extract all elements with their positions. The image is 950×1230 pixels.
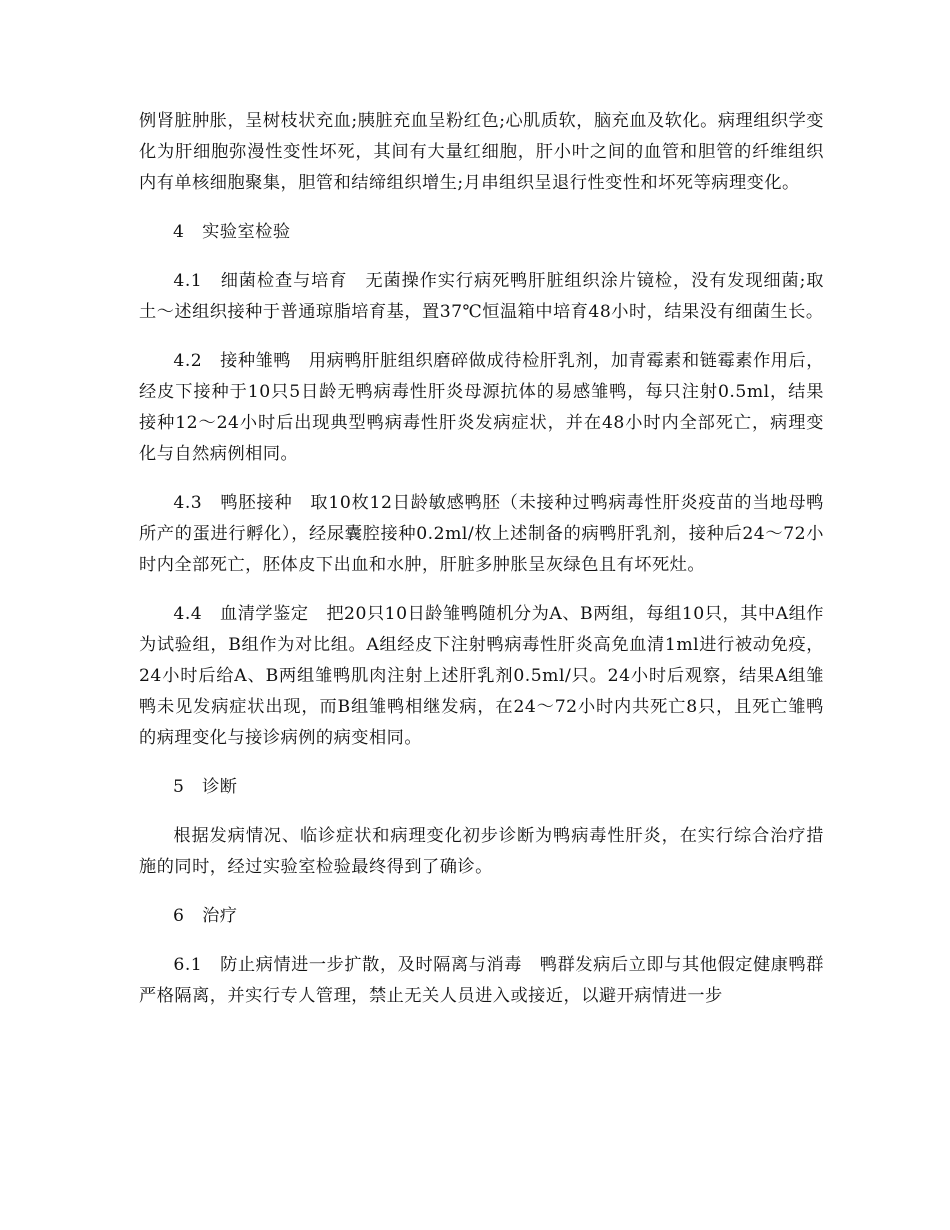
paragraph-continued-kidney-pathology: 例肾脏肿胀，呈树枝状充血;胰脏充血呈粉红色;心肌质软，脑充血及软化。病理组织学变化为肝细胞弥漫性变性坏死，其间有大量红细胞，肝小叶之间的血管和胆管的纤维组织内有单核细胞聚集，胆管和结缔组织增生;月串组织呈退行性变性和坏死等病理变化。 bbox=[139, 111, 824, 193]
section-heading-treatment: 6 治疗 bbox=[173, 906, 238, 926]
paragraph-4-4-serology: 4.4 血清学鉴定 把20只10日龄雏鸭随机分为A、B两组，每组10只，其中A组作为试验组，B组作为对比组。A组经皮下注射鸭病毒性肝炎高免血清1ml进行被动免疫，24小时后给A、B两组雏鸭肌肉注射上述肝乳剂0.5ml/只。24小时后观察，结果A组雏鸭未见发病症状出现，而B组雏鸭相继发病，在24～72小时内共死亡8只，且死亡雏鸭的病理变化与接诊病例的病变相同。 bbox=[139, 604, 824, 748]
section-heading-diagnosis: 5 诊断 bbox=[173, 777, 238, 797]
paragraph-4-1-bacteria-culture: 4.1 细菌检查与培育 无菌操作实行病死鸭肝脏组织涂片镜检，没有发现细菌;取土～述组织接种于普通琼脂培育基，置37℃恒温箱中培育48小时，结果没有细菌生长。 bbox=[139, 271, 824, 322]
section-heading-lab-tests: 4 实验室检验 bbox=[173, 222, 291, 242]
paragraph-4-3-embryo-inoculation: 4.3 鸭胚接种 取10枚12日龄敏感鸭胚（未接种过鸭病毒性肝炎疫苗的当地母鸭所产的蛋进行孵化），经尿囊腔接种0.2ml/枚上述制备的病鸭肝乳剂，接种后24～72小时内全部死亡，胚体皮下出血和水肿，肝脏多肿胀呈灰绿色且有坏死灶。 bbox=[139, 493, 824, 575]
paragraph-diagnosis: 根据发病情况、临诊症状和病理变化初步诊断为鸭病毒性肝炎，在实行综合治疗措施的同时，经过实验室检验最终得到了确诊。 bbox=[139, 826, 824, 877]
paragraph-4-2-duckling-inoculation: 4.2 接种雏鸭 用病鸭肝脏组织磨碎做成待检肝乳剂，加青霉素和链霉素作用后，经皮下接种于10只5日龄无鸭病毒性肝炎母源抗体的易感雏鸭，每只注射0.5ml，结果接种12～24小时后出现典型鸭病毒性肝炎发病症状，并在48小时内全部死亡，病理变化与自然病例相同。 bbox=[139, 351, 824, 464]
paragraph-6-1-isolation: 6.1 防止病情进一步扩散，及时隔离与消毒 鸭群发病后立即与其他假定健康鸭群严格隔离，并实行专人管理，禁止无关人员进入或接近，以避开病情进一步 bbox=[139, 955, 824, 1006]
